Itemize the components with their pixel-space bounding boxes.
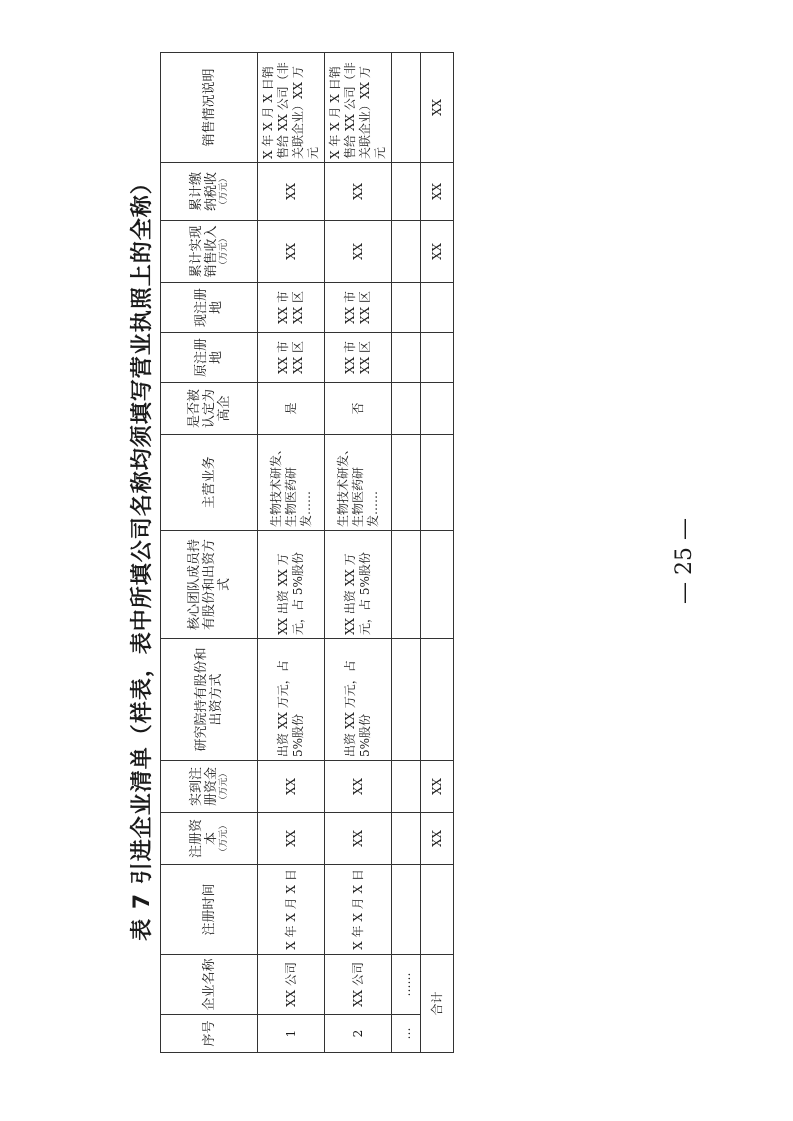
cell-empty: [392, 865, 421, 955]
cell-team-share: XX 出资 XX 万元，占 5%股份: [258, 531, 325, 639]
header-institute-share: 研究院持有股份和出资方式: [161, 639, 258, 761]
cell-business: 生物技术研发、生物医药研发……: [325, 435, 392, 531]
cell-name: XX 公司: [258, 955, 325, 1015]
cell-sales-note: X 年 X 月 X 日销售给 XX 公司（非关联企业）XX 万元: [258, 53, 325, 163]
cell-sales: XX: [258, 221, 325, 283]
header-tax: 累计缴纳税收 （万元）: [161, 163, 258, 221]
cell-empty: [421, 435, 454, 531]
header-sales-note: 销售情况说明: [161, 53, 258, 163]
enterprise-list-table: [160, 52, 454, 1053]
cell-total-capital: XX: [421, 813, 454, 865]
cell-empty: [421, 333, 454, 383]
cell-total-label: 合计: [421, 955, 454, 1053]
cell-empty: [421, 531, 454, 639]
cell-empty: [392, 813, 421, 865]
header-business: 主营业务: [161, 435, 258, 531]
cell-institute-share: 出资 XX 万元，占 5%股份: [258, 639, 325, 761]
cell-orig-reg: XX 市 XX 区: [325, 333, 392, 383]
header-team-share: 核心团队成员持有股份和出资方式: [161, 531, 258, 639]
cell-curr-reg: XX 市 XX 区: [325, 283, 392, 333]
cell-sales-note: X 年 X 月 X 日销售给 XX 公司（非关联企业）XX 万元: [325, 53, 392, 163]
cell-capital: XX: [325, 813, 392, 865]
cell-paid-capital: XX: [325, 761, 392, 813]
cell-paid-capital: XX: [258, 761, 325, 813]
table-row: [325, 53, 392, 1053]
cell-tax: XX: [325, 163, 392, 221]
cell-reg-time: X 年 X 月 X 日: [258, 865, 325, 955]
cell-orig-reg: XX 市 XX 区: [258, 333, 325, 383]
cell-total-paid-capital: XX: [421, 761, 454, 813]
cell-empty: [421, 383, 454, 435]
total-row: [421, 53, 454, 1053]
cell-seq: 1: [258, 1015, 325, 1053]
cell-name: ……: [392, 955, 421, 1015]
table-row: [258, 53, 325, 1053]
cell-empty: [392, 283, 421, 333]
cell-sales: XX: [325, 221, 392, 283]
cell-empty: [392, 531, 421, 639]
cell-high-tech: 否: [325, 383, 392, 435]
page-number: — 25 —: [672, 518, 697, 604]
cell-tax: XX: [258, 163, 325, 221]
cell-business: 生物技术研发、生物医药研发……: [258, 435, 325, 531]
cell-empty: [421, 283, 454, 333]
cell-empty: [392, 53, 421, 163]
table-title: 表 7 引进企业清单（样表，表中所填公司名称均须填写营业执照上的全称）: [130, 171, 155, 941]
cell-team-share: XX 出资 XX 万元，占 5%股份: [325, 531, 392, 639]
cell-empty: [421, 639, 454, 761]
cell-empty: [392, 333, 421, 383]
cell-total-sales: XX: [421, 221, 454, 283]
cell-institute-share: 出资 XX 万元，占 5%股份: [325, 639, 392, 761]
header-paid-capital: 实到注册资金 （万元）: [161, 761, 258, 813]
cell-curr-reg: XX 市 XX 区: [258, 283, 325, 333]
header-name: 企业名称: [161, 955, 258, 1015]
header-reg-time: 注册时间: [161, 865, 258, 955]
cell-empty: [392, 163, 421, 221]
cell-name: XX 公司: [325, 955, 392, 1015]
cell-high-tech: 是: [258, 383, 325, 435]
cell-capital: XX: [258, 813, 325, 865]
header-curr-reg: 现注册地: [161, 283, 258, 333]
header-sales: 累计实现销售收入 （万元）: [161, 221, 258, 283]
cell-empty: [421, 865, 454, 955]
ellipsis-row: [392, 53, 421, 1053]
cell-reg-time: X 年 X 月 X 日: [325, 865, 392, 955]
cell-total-tax: XX: [421, 163, 454, 221]
header-high-tech: 是否被认定为高企: [161, 383, 258, 435]
header-capital: 注册资本 （万元）: [161, 813, 258, 865]
header-orig-reg: 原注册地: [161, 333, 258, 383]
header-row: [161, 53, 258, 1053]
cell-seq: 2: [325, 1015, 392, 1053]
cell-empty: [392, 221, 421, 283]
cell-empty: [392, 435, 421, 531]
cell-empty: [392, 761, 421, 813]
cell-empty: [392, 639, 421, 761]
cell-total-sales-note: XX: [421, 53, 454, 163]
cell-seq: …: [392, 1015, 421, 1053]
cell-empty: [392, 383, 421, 435]
header-seq: 序号: [161, 1015, 258, 1053]
